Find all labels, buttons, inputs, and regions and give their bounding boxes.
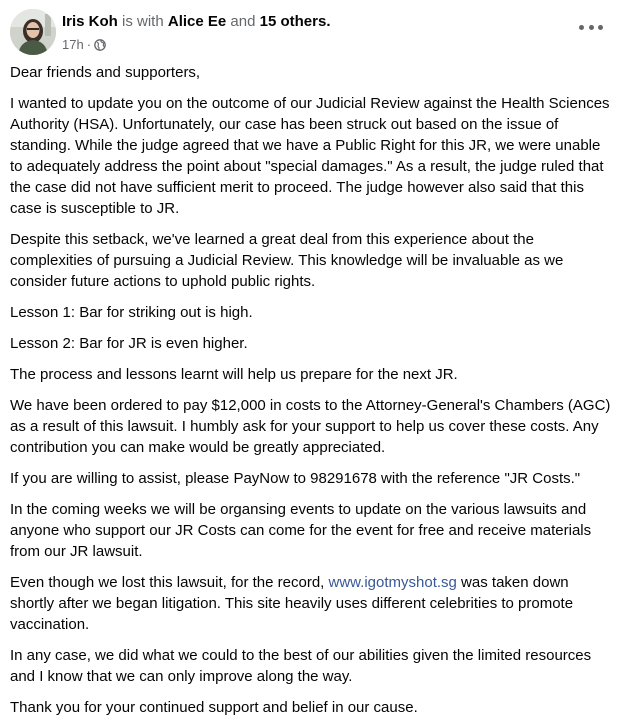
post-body xyxy=(10,62,615,728)
greeting: Dear friends and supporters, xyxy=(10,64,201,81)
paragraph-lawsuit xyxy=(10,572,615,635)
post-subline xyxy=(62,37,331,53)
paragraph-abilities: In any case, we did what we could to the best of our abilities given the limited resources and I know that we can only improve along the way. xyxy=(10,647,592,685)
author-name[interactable]: Iris Koh xyxy=(62,13,118,30)
post-header xyxy=(10,9,613,55)
post-time[interactable]: 17h xyxy=(62,37,84,52)
dot-icon xyxy=(579,25,584,30)
paragraph-outcome: I wanted to update you on the outcome of our Judicial Review against the Health Sciences Authority (HSA). Unfortunately, our case has been struck out based on the issue of standing. While the judge agreed that we have a Public Right for this JR, we were unable to adequately address the point about "special damages." As a result, the judge ruled that the case did not have sufficient merit to proceed. The judge however also said that this case is susceptible to JR. xyxy=(10,95,610,217)
more-options-icon[interactable] xyxy=(579,17,603,37)
tagged-person[interactable]: Alice Ee xyxy=(167,13,227,30)
paragraph-events: In the coming weeks we will be organsing events to update on the various lawsuits and anyone who support our JR Costs can come for the event for free and receive materials from our JR lawsuit. xyxy=(10,501,592,560)
paragraph-thanks: Thank you for your continued support and belief in our cause. xyxy=(10,699,418,716)
author-line xyxy=(62,12,331,32)
and-text: and xyxy=(230,13,256,30)
website-link[interactable]: www.igotmyshot.sg xyxy=(328,574,457,591)
paragraph-paynow: If you are willing to assist, please PayNow to 98291678 with the reference "JR Costs." xyxy=(10,470,581,487)
post-meta xyxy=(62,12,331,53)
paragraph-process: The process and lessons learnt will help us prepare for the next JR. xyxy=(10,366,458,383)
text-after-link: was taken down shortly after we began litigation. This site heavily uses different celebrities to promote vaccination. xyxy=(10,574,574,633)
text-before-link: Even though we lost this lawsuit, for the record, xyxy=(10,574,329,591)
separator-dot: · xyxy=(86,37,92,52)
globe-icon[interactable] xyxy=(94,39,106,51)
dot-icon xyxy=(598,25,603,30)
paragraph-setback: Despite this setback, we've learned a great deal from this experience about the complexities of pursuing a Judicial Review. This knowledge will be invaluable as we consider future actions to uphold public rights. xyxy=(10,231,564,290)
lesson-2: Lesson 2: Bar for JR is even higher. xyxy=(10,335,248,352)
avatar[interactable] xyxy=(10,9,56,55)
lesson-1: Lesson 1: Bar for striking out is high. xyxy=(10,304,253,321)
with-text: is with xyxy=(122,13,164,30)
others-link[interactable]: 15 others. xyxy=(259,13,331,30)
paragraph-costs: We have been ordered to pay $12,000 in costs to the Attorney-General's Chambers (AGC) as a result of this lawsuit. I humbly ask for your support to help us cover these costs. Any contribution you can make would be greatly appreciated. xyxy=(10,397,611,456)
dot-icon xyxy=(589,25,594,30)
avatar-image xyxy=(10,9,56,55)
